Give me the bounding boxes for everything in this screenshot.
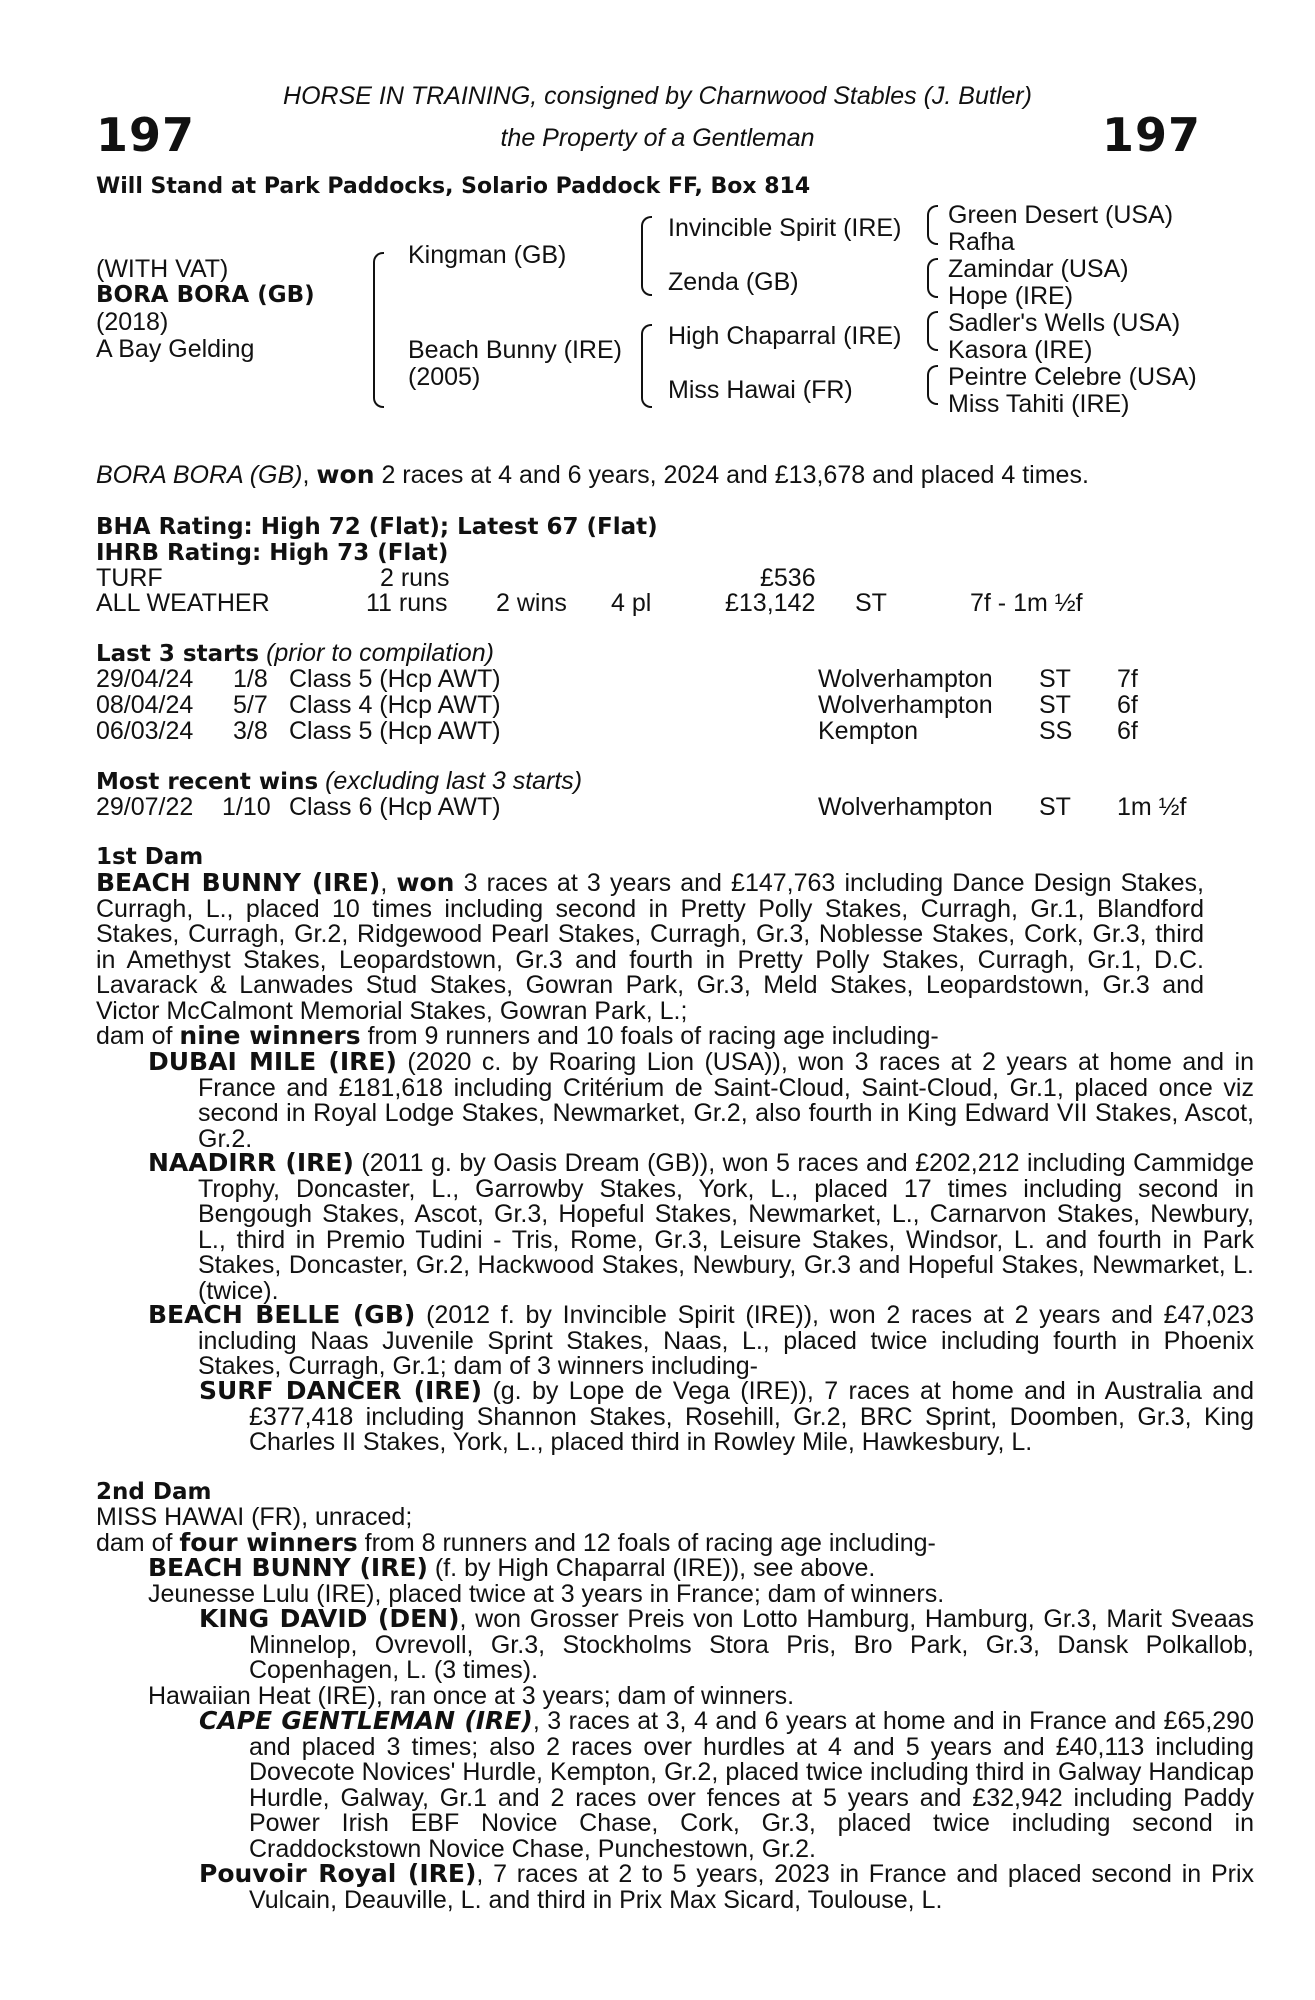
second-dam-produce: dam of four winners from 8 runners and 12 foals of racing age including-: [96, 1528, 936, 1557]
pedigree-sds: Zamindar (USA): [948, 255, 1129, 283]
horse-name: BORA BORA (GB): [96, 282, 315, 308]
pedigree-brace-ss: [927, 205, 938, 245]
pedigree-ddd: Miss Tahiti (IRE): [948, 390, 1130, 418]
second-dam-heading: 2nd Dam: [96, 1479, 212, 1505]
lot-number-left: 197: [96, 108, 196, 162]
wins: 2 wins: [496, 589, 567, 617]
surface: ALL WEATHER: [96, 589, 270, 617]
first-dam-heading: 1st Dam: [96, 844, 204, 870]
vat-note: (WITH VAT): [96, 255, 229, 283]
pedigree-dam-sire: High Chaparral (IRE): [668, 322, 902, 350]
summary-text: 2 races at 4 and 6 years, 2024 and £13,678 and placed 4 times.: [381, 461, 1089, 489]
last-starts-heading: Last 3 starts (prior to compilation): [96, 639, 494, 667]
race-summary: BORA BORA (GB), won 2 races at 4 and 6 years, 2024 and £13,678 and placed 4 times.: [96, 460, 1089, 489]
grand-offspring-entry: KING DAVID (DEN), won Grosser Preis von Lotto Hamburg, Hamburg, Gr.3, Marit Sveaas Minnelop, Ovrevoll, Gr.3, Stockholms Stora Pris, Bro Park, Gr.3, Dansk Polkallob, Copenhagen, L. (3 times).: [199, 1604, 1254, 1684]
pedigree-brace-main: [373, 252, 384, 408]
pedigree-sss: Green Desert (USA): [948, 201, 1174, 229]
pedigree-brace-sire: [641, 216, 652, 296]
runs: 11 runs: [366, 589, 448, 617]
pedigree-ssd: Rafha: [948, 228, 1015, 256]
offspring-entry: Jeunesse Lulu (IRE), placed twice at 3 years in France; dam of winners.: [148, 1580, 945, 1608]
first-dam-record: BEACH BUNNY (IRE), won 3 races at 3 years and £147,763 including Dance Design Stakes, Curragh, L., placed 10 times including second in Pretty Polly Stakes, Curragh, Gr.1, Blandford Stakes, Curragh, Gr.2, Ridgewood Pearl Stakes, Curragh, Gr.3, Noblesse Stakes, Cork, Gr.3, third in Amethyst Stakes, Leopardstown, Gr.3 and fourth in Pretty Polly Stakes, Curragh, Gr.1, D.C. Lavarack & Lanwades Stud Stakes, Gowran Park, Gr.3, Meld Stakes, Leopardstown, Gr.3 and Victor McCalmont Memorial Stakes, Gowran Park, L.;: [96, 868, 1204, 1025]
pedigree-dam: Beach Bunny (IRE): [408, 336, 622, 364]
prize: £13,142: [725, 589, 816, 617]
second-dam-record: MISS HAWAI (FR), unraced;: [96, 1503, 413, 1531]
pedigree-brace-sd: [927, 258, 938, 298]
first-dam-produce: dam of nine winners from 9 runners and 10 foals of racing age including-: [96, 1021, 939, 1050]
offspring-entry: Hawaiian Heat (IRE), ran once at 3 years; dam of winners.: [148, 1682, 795, 1710]
offspring-entry: BEACH BUNNY (IRE) (f. by High Chaparral (IRE)), see above.: [148, 1553, 876, 1582]
horse-description: A Bay Gelding: [96, 335, 255, 363]
grand-offspring-entry: CAPE GENTLEMAN (IRE), 3 races at 3, 4 and 6 years at home and in France and £65,290 and placed 3 times; also 2 races over hurdles at 4 and 5 years and £40,113 including Dovecote Novices' Hurdle, Kempton, Gr.2, placed twice including third in Galway Handicap Hurdle, Galway, Gr.1 and 2 races over fences at 5 years and £32,942 including Paddy Power Irish EBF Novice Chase, Cork, Gr.3, placed twice including second in Craddockstown Novice Chase, Punchestown, Gr.2.: [199, 1706, 1254, 1863]
lot-number-right: 197: [1101, 108, 1201, 162]
pedigree-dds: Peintre Celebre (USA): [948, 363, 1197, 391]
prize: £536: [760, 564, 816, 592]
grand-offspring-entry: SURF DANCER (IRE) (g. by Lope de Vega (IRE)), 7 races at home and in Australia and £377,418 including Shannon Stakes, Rosehill, Gr.2, BRC Sprint, Doomben, Gr.3, King Charles II Stakes, York, L., placed third in Rowley Mile, Hawkesbury, L.: [199, 1376, 1254, 1456]
pedigree-brace-dam: [641, 324, 652, 408]
surface: TURF: [96, 564, 163, 592]
offspring-entry: NAADIRR (IRE) (2011 g. by Oasis Dream (GB)), won 5 races and £202,212 including Cammidge Trophy, Doncaster, L., Garrowby Stakes, York, L., placed 17 times including second in Bengough Stakes, Ascot, Gr.3, Hopeful Stakes, Newmarket, L., Carnarvon Stakes, Newbury, L., third in Premio Tudini - Tris, Rome, Gr.3, Leisure Stakes, Windsor, L. and fourth in Park Stakes, Doncaster, Gr.2, Hackwood Stakes, Newbury, Gr.3 and Hopeful Stakes, Newmarket, L. (twice).: [148, 1148, 1254, 1305]
pedigree-brace-dd: [927, 365, 938, 405]
pedigree-brace-ds: [927, 311, 938, 351]
runs: 2 runs: [380, 564, 450, 592]
bha-rating: BHA Rating: High 72 (Flat); Latest 67 (Flat): [96, 514, 658, 540]
pedigree-sire: Kingman (GB): [408, 241, 567, 269]
pedigree-dam-dam: Miss Hawai (FR): [668, 376, 853, 404]
grand-offspring-entry: Pouvoir Royal (IRE), 7 races at 2 to 5 years, 2023 in France and placed second in Prix Vulcain, Deauville, L. and third in Prix Max Sicard, Toulouse, L.: [199, 1859, 1254, 1914]
pedigree-dss: Sadler's Wells (USA): [948, 309, 1181, 337]
property-line: the Property of a Gentleman: [500, 124, 815, 152]
pedigree-dam-year: (2005): [408, 363, 481, 391]
recent-wins-heading: Most recent wins (excluding last 3 starts): [96, 767, 583, 795]
pedigree-sire-dam: Zenda (GB): [668, 268, 799, 296]
offspring-entry: DUBAI MILE (IRE) (2020 c. by Roaring Lion (USA)), won 3 races at 2 years at home and in France and £181,618 including Critérium de Saint-Cloud, Saint-Cloud, Gr.1, placed once viz second in Royal Lodge Stakes, Newmarket, Gr.2, also fourth in King Edward VII Stakes, Ascot, Gr.2.: [148, 1047, 1254, 1153]
offspring-entry: BEACH BELLE (GB) (2012 f. by Invincible Spirit (IRE)), won 2 races at 2 years and £47,023 including Naas Juvenile Sprint Stakes, Naas, L., placed twice including fourth in Phoenix Stakes, Curragh, Gr.1; dam of 3 winners including-: [148, 1300, 1254, 1380]
surface-code: ST: [855, 589, 887, 617]
pedigree-sire-sire: Invincible Spirit (IRE): [668, 214, 902, 242]
horse-year: (2018): [96, 308, 169, 336]
summary-horse-name: BORA BORA (GB): [96, 461, 303, 489]
catalogue-page: 197 197 HORSE IN TRAINING, consigned by Charnwood Stables (J. Butler) the Property of a Gentleman Will Stand at Park Paddocks, Solario Paddock FF, Box 814 (WITH VAT) BORA BORA (GB) (2018) A Bay Gelding Kingman (GB) Beach Bunny (IRE) (2005) Invincible Spirit (IRE) Zenda (GB) High Chaparral (IRE) Miss Hawai (FR) Green Desert (USA) Rafha Zamindar (USA) Hope (IRE) Sadler's Wells (USA) Kasora (IRE) Peintre Celebre (USA) Miss Tahiti (IRE) BORA BORA (GB), won 2 races at 4 and 6 years, 2024 and £13,678 and placed 4 times. BHA Rating: High 72 (Flat); Latest 67 (Flat) IHRB Rating: High 73 (Flat) TURF 2 runs £536 ALL WEATHER 11 runs 2 wins 4 pl £13,142 ST 7f - 1m ½f Last 3 starts (prior to compilation) 29/04/24 1/8 Class 5 (Hcp AWT) Wolverhampton ST 7f 08/04/24 5/7 Class 4 (Hcp AWT) Wolverhampton ST 6f 06/03/24 3/8 Class 5 (Hcp AWT) Kempton SS 6f Most recent wins (excluding last 3 starts) 29/07/22 1/10 Class 6 (Hcp AWT) Wolverhampton ST 1m ½f 1st Dam BEACH BUNNY (IRE), won 3 races at 3 years and £147,763 including Dance Design Stakes, Curragh, L., placed 10 times including second in Pretty Polly Stakes, Curragh, Gr.1, Blandford Stakes, Curragh, Gr.2, Ridgewood Pearl Stakes, Curragh, Gr.3, Noblesse Stakes, Cork, Gr.3, third in Amethyst Stakes, Leopardstown, Gr.3 and fourth in Pretty Polly Stakes, Curragh, Gr.1, D.C. Lavarack & Lanwades Stud Stakes, Gowran Park, Gr.3, Meld Stakes, Leopardstown, Gr.3 and Victor McCalmont Memorial Stakes, Gowran Park, L.; dam of nine winners from 9 runners and 10 foals of racing age including- DUBAI MILE (IRE) (2020 c. by Roaring Lion (USA)), won 3 races at 2 years at home and in France and £181,618 including Critérium de Saint-Cloud, Saint-Cloud, Gr.1, placed once viz second in Royal Lodge Stakes, Newmarket, Gr.2, also fourth in King Edward VII Stakes, Ascot, Gr.2. NAADIRR (IRE) (2011 g. by Oasis Dream (GB)), won 5 races and £202,212 including Cammidge Trophy, Doncaster, L., Garrowby Stakes, York, L., placed 17 times including second in Bengough Stakes, Ascot, Gr.3, Hopeful Stakes, Newmarket, L., Carnarvon Stakes, Newbury, L., third in Premio Tudini - Tris, Rome, Gr.3, Leisure Stakes, Windsor, L. and fourth in Park Stakes, Doncaster, Gr.2, Hackwood Stakes, Newbury, Gr.3 and Hopeful Stakes, Newmarket, L. (twice). BEACH BELLE (GB) (2012 f. by Invincible Spirit (IRE)), won 2 races at 2 years and £47,023 including Naas Juvenile Sprint Stakes, Naas, L., placed twice including fourth in Phoenix Stakes, Curragh, Gr.1; dam of 3 winners including- SURF DANCER (IRE) (g. by Lope de Vega (IRE)), 7 races at home and in Australia and £377,418 including Shannon Stakes, Rosehill, Gr.2, BRC Sprint, Doomben, Gr.3, King Charles II Stakes, York, L., placed third in Rowley Mile, Hawkesbury, L. 2nd Dam MISS HAWAI (FR), unraced; dam of four winners from 8 runners and 12 foals of racing age including- BEACH BUNNY (IRE) (f. by High Chaparral (IRE)), see above. Jeunesse Lulu (IRE), placed twice at 3 years in France; dam of winners. KING DAVID (DEN), won Grosser Preis von Lotto Hamburg, Hamburg, Gr.3, Marit Sveaas Minnelop, Ovrevoll, Gr.3, Stockholms Stora Pris, Bro Park, Gr.3, Dansk Polkallob, Copenhagen, L. (3 times). Hawaiian Heat (IRE), ran once at 3 years; dam of winners. CAPE GENTLEMAN (IRE), 3 races at 3, 4 and 6 years at home and in France and £65,290 and placed 3 times; also 2 races over hurdles at 4 and 5 years and £40,113 including Dovecote Novices' Hurdle, Kempton, Gr.2, placed twice including third in Galway Handicap Hurdle, Galway, Gr.1 and 2 races over fences at 5 years and £32,942 including Paddy Power Irish EBF Novice Chase, Cork, Gr.3, placed twice including second in Craddockstown Novice Chase, Punchestown, Gr.2. Pouvoir Royal (IRE), 7 races at 2 to 5 years, 2023 in France and placed second in Prix Vulcain, Deauville, L. and third in Prix Max Sicard, Toulouse, L.: [0, 0, 1315, 2000]
pedigree-sdd: Hope (IRE): [948, 282, 1074, 310]
pedigree-dsd: Kasora (IRE): [948, 336, 1093, 364]
consignor-line: HORSE IN TRAINING, consigned by Charnwood Stables (J. Butler): [283, 82, 1032, 110]
placed: 4 pl: [611, 589, 652, 617]
ihrb-rating: IHRB Rating: High 73 (Flat): [96, 540, 449, 566]
summary-won: won: [316, 460, 375, 489]
distance-range: 7f - 1m ½f: [970, 589, 1083, 617]
stand-location: Will Stand at Park Paddocks, Solario Paddock FF, Box 814: [96, 174, 811, 199]
